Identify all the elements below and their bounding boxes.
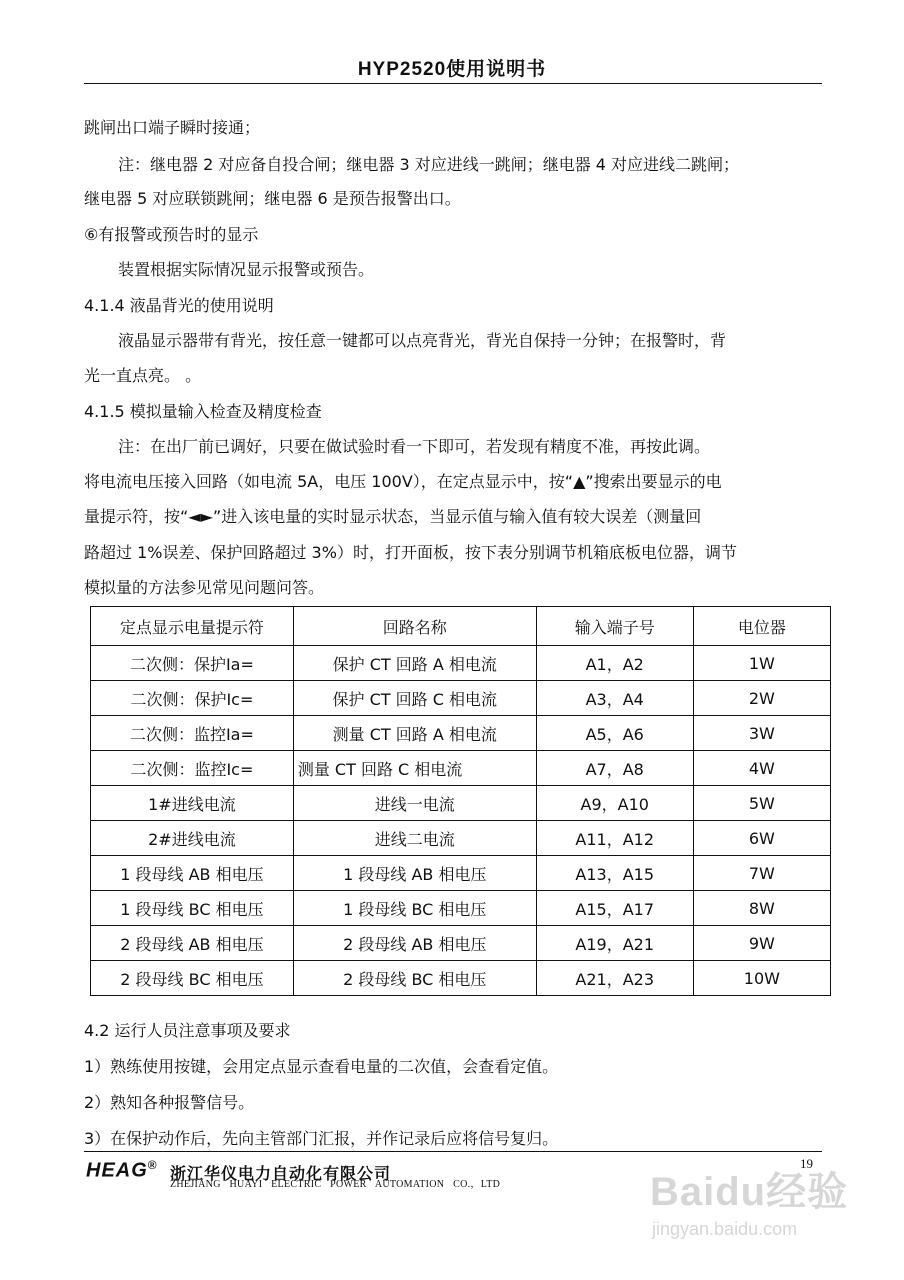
table-header-row	[91, 607, 831, 646]
table-cell: A5，A6	[536, 716, 693, 751]
baidu-watermark	[650, 1160, 848, 1240]
list-item: 3）在保护动作后，先向主管部门汇报，并作记录后应将信号复归。	[84, 1129, 559, 1148]
company-logo	[86, 1158, 158, 1183]
list-item: 2）熟知各种报警信号。	[84, 1093, 255, 1112]
list-item: 1）熟练使用按键，会用定点显示查看电量的二次值，会查看定值。	[84, 1057, 559, 1076]
table-cell: A13，A15	[536, 856, 693, 891]
table-row	[91, 891, 831, 926]
table-row	[91, 856, 831, 891]
table-cell: 2 段母线 BC 相电压	[293, 961, 536, 996]
table-row	[91, 646, 831, 681]
potentiometer-calibration-table	[90, 606, 831, 996]
section-heading: 4.2 运行人员注意事项及要求	[84, 1021, 291, 1040]
table-cell: 进线一电流	[293, 786, 536, 821]
table-cell: 2#进线电流	[91, 821, 294, 856]
text-line: ⑥有报警或预告时的显示	[84, 225, 259, 244]
table-cell: 1 段母线 BC 相电压	[293, 891, 536, 926]
table-cell: 5W	[693, 786, 830, 821]
table-cell: 10W	[693, 961, 830, 996]
text-line: 将电流电压接入回路（如电流 5A，电压 100V），在定点显示中，按“▲”搜索出要显示的电	[84, 472, 722, 491]
table-cell: 测量 CT 回路 A 相电流	[293, 716, 536, 751]
table-cell: A3，A4	[536, 681, 693, 716]
text-line: 继电器 5 对应联锁跳闸；继电器 6 是预告报警出口。	[84, 189, 461, 208]
table-cell: 1 段母线 AB 相电压	[91, 856, 294, 891]
page-header-title: HYP2520使用说明书	[357, 59, 547, 80]
table-cell: 2 段母线 AB 相电压	[293, 926, 536, 961]
table-cell: 二次侧：保护Ic=	[91, 681, 294, 716]
company-name-cn: 浙江华仪电力自动化有限公司	[170, 1164, 392, 1183]
table-row	[91, 751, 831, 786]
page-number: 19	[800, 1156, 813, 1171]
text-line: 路超过 1%误差、保护回路超过 3%）时，打开面板，按下表分别调节机箱底板电位器，调节	[84, 543, 737, 562]
table-cell: A19，A21	[536, 926, 693, 961]
text-line: 注：继电器 2 对应备自投合闸；继电器 3 对应进线一跳闸；继电器 4 对应进线二跳闸；	[118, 155, 740, 174]
company-name-en: ZHEJIANG HUAYI ELECTRIC POWER AUTOMATION CO.，LTD	[170, 1179, 501, 1190]
table-cell: 1W	[693, 646, 830, 681]
header-cell: 输入端子号	[536, 607, 693, 646]
table-cell: A7，A8	[536, 751, 693, 786]
table-row	[91, 716, 831, 751]
table-cell: 3W	[693, 716, 830, 751]
logo-text: HEAG	[86, 1159, 148, 1182]
text-line: 液晶显示器带有背光，按任意一键都可以点亮背光，背光自保持一分钟；在报警时，背	[118, 331, 727, 350]
table-cell: A1，A2	[536, 646, 693, 681]
text-line: 光一直点亮。 。	[84, 366, 202, 385]
header-cell: 回路名称	[293, 607, 536, 646]
table-cell: 1 段母线 BC 相电压	[91, 891, 294, 926]
table-cell: 二次侧：监控Ia=	[91, 716, 294, 751]
watermark-url: jingyan.baidu.com	[652, 1219, 798, 1239]
table-row	[91, 961, 831, 996]
table-cell: 二次侧：保护Ia=	[91, 646, 294, 681]
table-cell: 4W	[693, 751, 830, 786]
table-cell: A21，A23	[536, 961, 693, 996]
table-cell: 6W	[693, 821, 830, 856]
table-cell: 8W	[693, 891, 830, 926]
text-line: 注：在出厂前已调好，只要在做试验时看一下即可，若发现有精度不准，再按此调。	[118, 437, 711, 456]
table-cell: 保护 CT 回路 A 相电流	[293, 646, 536, 681]
table-cell: A9，A10	[536, 786, 693, 821]
header-cell: 电位器	[693, 607, 830, 646]
table-cell: A11，A12	[536, 821, 693, 856]
footer-divider	[84, 1151, 822, 1152]
table-cell: 2 段母线 AB 相电压	[91, 926, 294, 961]
text-line: 装置根据实际情况显示报警或预告。	[118, 260, 375, 279]
table-cell: 二次侧：监控Ic=	[91, 751, 294, 786]
table-cell: 9W	[693, 926, 830, 961]
header-divider	[84, 83, 822, 84]
table-cell: A15，A17	[536, 891, 693, 926]
table-cell: 进线二电流	[293, 821, 536, 856]
table-cell: 2 段母线 BC 相电压	[91, 961, 294, 996]
text-line: 4.1.4 液晶背光的使用说明	[84, 296, 274, 315]
header-cell: 定点显示电量提示符	[91, 607, 294, 646]
table-cell: 测量 CT 回路 C 相电流	[293, 751, 536, 786]
watermark-brand: Baidu经验	[650, 1170, 849, 1214]
table-row	[91, 821, 831, 856]
table-row	[91, 786, 831, 821]
table-cell: 2W	[693, 681, 830, 716]
table-cell: 1 段母线 AB 相电压	[293, 856, 536, 891]
table-row	[91, 926, 831, 961]
text-line: 模拟量的方法参见常见问题问答。	[84, 578, 325, 597]
table-row	[91, 681, 831, 716]
registered-mark: ®	[147, 1158, 158, 1172]
table-cell: 保护 CT 回路 C 相电流	[293, 681, 536, 716]
text-line: 跳闸出口端子瞬时接通；	[84, 118, 261, 137]
text-line: 量提示符，按“◄►”进入该电量的实时显示状态，当显示值与输入值有较大误差（测量回	[84, 507, 702, 526]
table-cell: 7W	[693, 856, 830, 891]
text-line: 4.1.5 模拟量输入检查及精度检查	[84, 402, 322, 421]
table-cell: 1#进线电流	[91, 786, 294, 821]
